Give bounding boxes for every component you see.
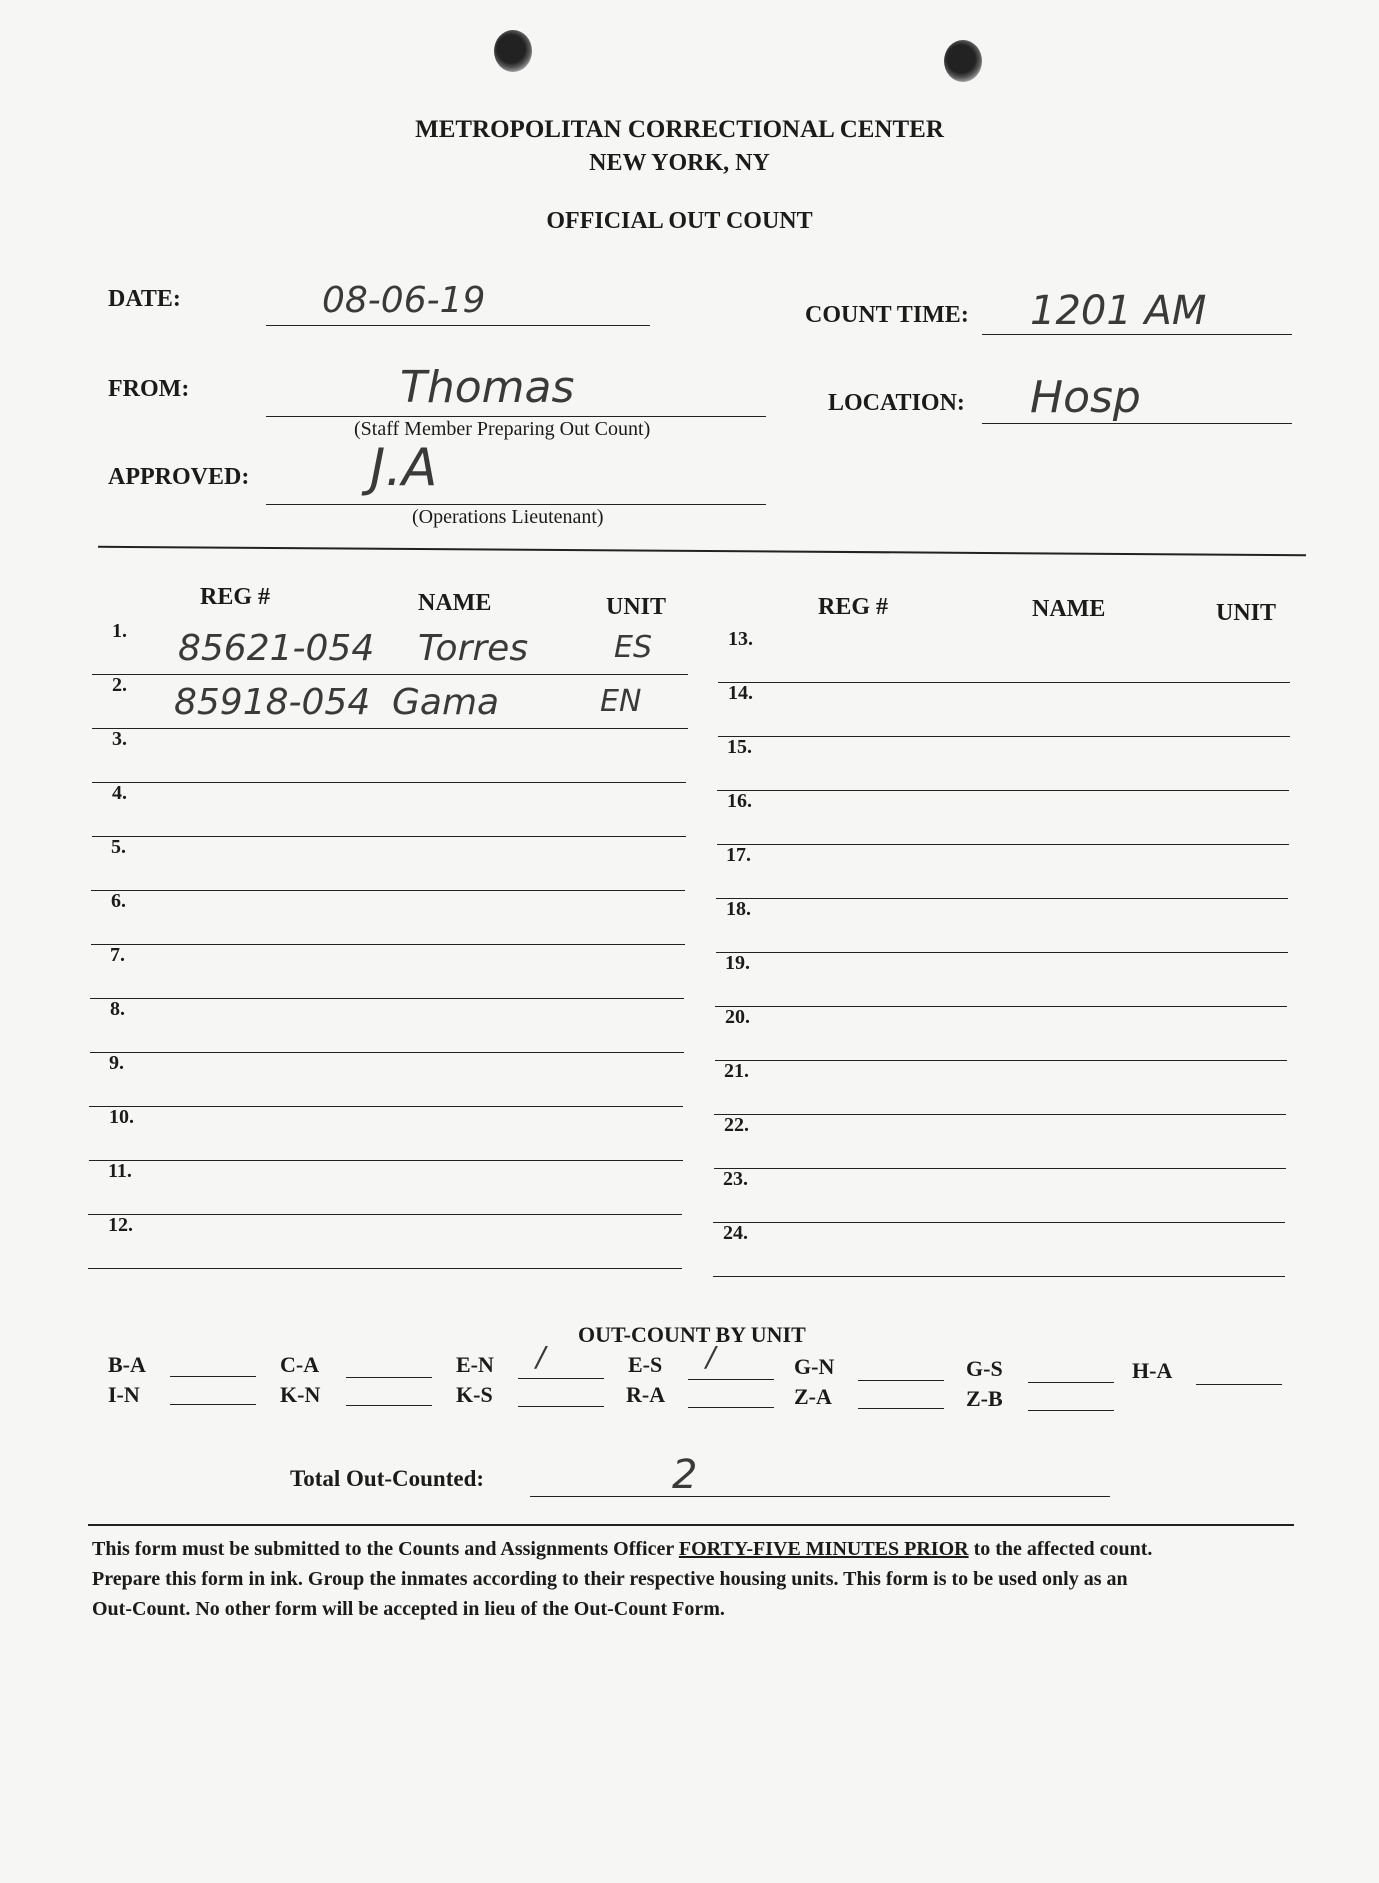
section-divider (98, 546, 1306, 556)
row-number: 16. (727, 790, 752, 812)
row-name: Torres (418, 628, 529, 669)
row-number: 7. (110, 944, 125, 966)
total-line (530, 1496, 1110, 1497)
total-value[interactable]: 2 (672, 1452, 698, 1498)
unit-label: G-S (966, 1356, 1003, 1381)
date-label: DATE: (108, 286, 181, 312)
row-reg: 85918-054 (174, 682, 371, 723)
table-row[interactable] (716, 898, 1288, 953)
table-row[interactable] (88, 1160, 682, 1215)
row-number: 8. (110, 998, 125, 1020)
table-row[interactable] (92, 782, 686, 837)
unit-label: R-A (626, 1382, 666, 1407)
from-line (266, 416, 766, 417)
from-caption: (Staff Member Preparing Out Count) (354, 418, 651, 440)
unit-line (858, 1380, 944, 1381)
table-row[interactable] (90, 998, 684, 1053)
count-time-value[interactable]: 1201 AM (1030, 288, 1207, 334)
table-row[interactable] (88, 1214, 682, 1269)
approved-label: APPROVED: (108, 464, 250, 490)
footer-line-1 (92, 1534, 1272, 1564)
row-number: 17. (726, 844, 751, 866)
left-header-reg: REG # (200, 584, 271, 610)
table-row[interactable] (89, 1106, 683, 1161)
footer-line-1c: to the affected count. (968, 1538, 1153, 1560)
footer-deadline: FORTY-FIVE MINUTES PRIOR (678, 1538, 969, 1560)
table-row[interactable] (92, 674, 688, 729)
unit-line (346, 1405, 432, 1406)
unit-line (518, 1406, 604, 1407)
row-number: 6. (111, 890, 126, 912)
row-number: 18. (726, 898, 751, 920)
unit-label: I-N (108, 1382, 140, 1407)
row-number: 15. (727, 736, 752, 758)
unit-label: H-A (1132, 1358, 1173, 1383)
row-number: 1. (112, 620, 127, 642)
row-number: 11. (108, 1160, 132, 1182)
table-row[interactable] (91, 890, 685, 945)
row-number: 24. (723, 1222, 748, 1244)
unit-line (170, 1376, 256, 1377)
row-name: Gama (392, 682, 500, 723)
unit-line (858, 1408, 944, 1409)
right-header-reg: REG # (818, 594, 889, 620)
unit-line (170, 1404, 256, 1405)
unit-line (1028, 1410, 1114, 1411)
table-row[interactable] (89, 1052, 683, 1107)
unit-line (1028, 1382, 1114, 1383)
row-number: 12. (108, 1214, 133, 1236)
table-row[interactable] (714, 1060, 1286, 1115)
location-line (982, 423, 1292, 424)
count-time-label: COUNT TIME: (805, 302, 969, 328)
unit-label: G-N (794, 1354, 835, 1379)
location-label: LOCATION: (828, 390, 965, 416)
punch-hole-right (944, 40, 982, 82)
footer-line-3: Out-Count. No other form will be accepted in lieu of the Out-Count Form. (92, 1598, 725, 1620)
row-number: 5. (111, 836, 126, 858)
unit-line (688, 1407, 774, 1408)
row-unit: EN (600, 684, 642, 719)
row-number: 20. (725, 1006, 750, 1028)
unit-label: Z-B (966, 1386, 1003, 1411)
left-header-name: NAME (418, 590, 492, 616)
date-value[interactable]: 08-06-19 (322, 280, 486, 321)
footer-instructions (92, 1534, 1272, 1624)
count-time-line (982, 334, 1292, 335)
institution-name: METROPOLITAN CORRECTIONAL CENTER (415, 116, 944, 143)
date-line (266, 325, 650, 326)
table-row[interactable] (717, 736, 1289, 791)
right-header-name: NAME (1032, 596, 1106, 622)
from-value[interactable]: Thomas (400, 362, 575, 413)
row-number: 2. (112, 674, 127, 696)
table-row[interactable] (716, 844, 1288, 899)
table-row[interactable] (715, 952, 1287, 1007)
unit-label: E-N (456, 1352, 494, 1377)
row-number: 13. (728, 628, 753, 650)
row-number: 22. (724, 1114, 749, 1136)
row-unit: ES (614, 630, 652, 665)
approved-line (266, 504, 766, 505)
unit-line (688, 1379, 774, 1380)
row-number: 19. (725, 952, 750, 974)
row-number: 14. (728, 682, 753, 704)
approved-caption: (Operations Lieutenant) (412, 506, 604, 528)
unit-label: B-A (108, 1352, 146, 1377)
unit-line (1196, 1384, 1282, 1385)
out-count-title: OUT-COUNT BY UNIT (578, 1322, 806, 1347)
table-row[interactable] (715, 1006, 1287, 1061)
table-row[interactable] (90, 944, 684, 999)
unit-label: K-N (280, 1382, 321, 1407)
unit-label: C-A (280, 1352, 320, 1377)
table-row[interactable] (718, 682, 1290, 737)
table-row[interactable] (91, 836, 685, 891)
row-number: 3. (112, 728, 127, 750)
footer-line-2: Prepare this form in ink. Group the inmates according to their respective housing units. This form is to be used only as an (92, 1568, 1128, 1590)
from-label: FROM: (108, 376, 190, 402)
footer-line-1a: This form must be submitted to the Counts and Assignments Officer (92, 1538, 679, 1560)
row-number: 23. (723, 1168, 748, 1190)
unit-value: / (706, 1340, 716, 1373)
unit-label: Z-A (794, 1384, 832, 1409)
table-row[interactable] (714, 1114, 1286, 1169)
table-row[interactable] (713, 1222, 1285, 1277)
row-number: 10. (109, 1106, 134, 1128)
row-number: 21. (724, 1060, 749, 1082)
table-row[interactable] (92, 620, 688, 675)
institution-city: NEW YORK, NY (589, 150, 770, 176)
table-row[interactable] (718, 628, 1290, 683)
unit-label: K-S (456, 1382, 493, 1407)
row-number: 4. (112, 782, 127, 804)
unit-label: E-S (628, 1352, 663, 1377)
right-header-unit: UNIT (1216, 600, 1277, 626)
unit-line (346, 1377, 432, 1378)
form-title: OFFICIAL OUT COUNT (546, 208, 813, 234)
punch-hole-left (494, 30, 532, 72)
location-value[interactable]: Hosp (1030, 372, 1141, 423)
approved-signature[interactable]: J.A (370, 438, 438, 498)
row-reg: 85621-054 (178, 628, 375, 669)
left-header-unit: UNIT (606, 594, 667, 620)
row-number: 9. (109, 1052, 124, 1074)
total-label: Total Out-Counted: (290, 1466, 485, 1491)
footer-divider (88, 1524, 1294, 1526)
unit-line (518, 1378, 604, 1379)
table-row[interactable] (92, 728, 686, 783)
unit-value: / (536, 1340, 546, 1373)
table-row[interactable] (713, 1168, 1285, 1223)
table-row[interactable] (717, 790, 1289, 845)
